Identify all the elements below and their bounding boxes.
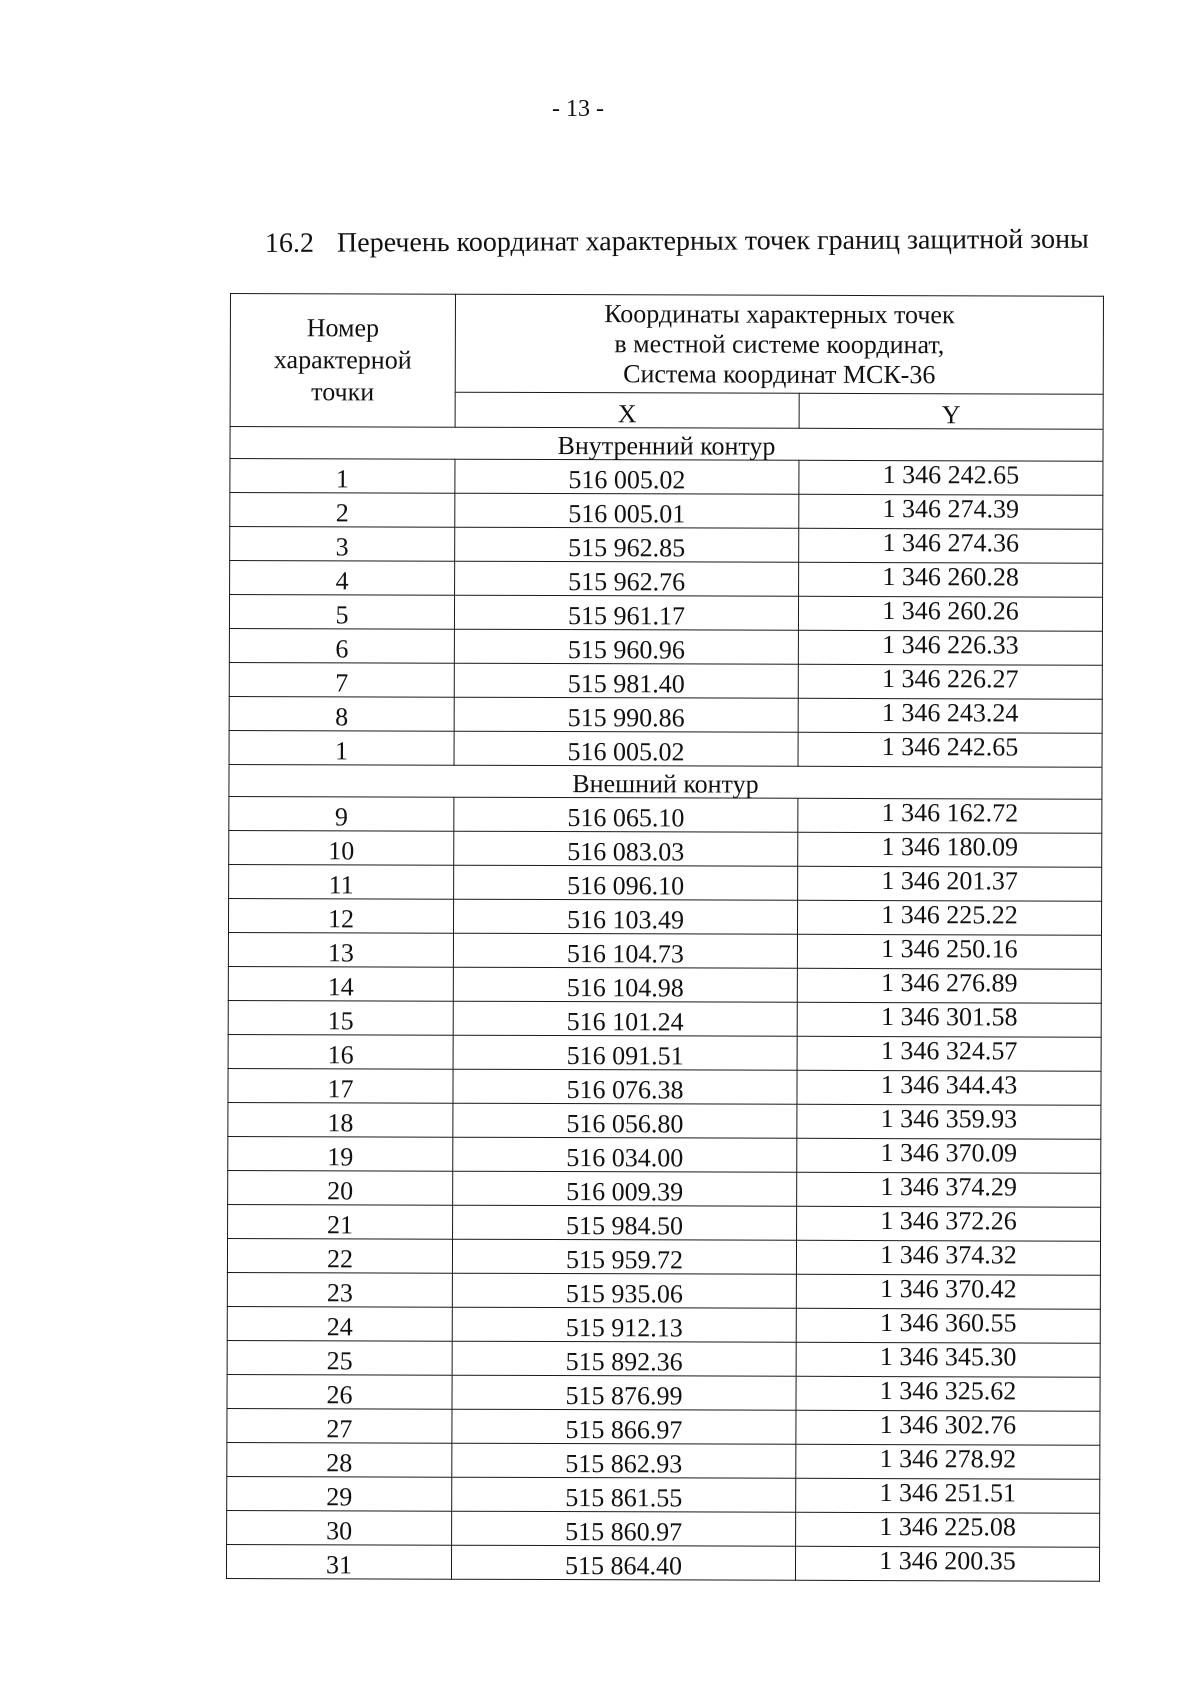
point-number-cell: 4 [230,561,455,596]
table-row [227,1442,1100,1479]
table-row [227,1340,1100,1377]
x-coordinate-cell: 515 862.93 [452,1443,796,1478]
table-row [229,595,1102,632]
x-coordinate-cell: 516 009.39 [453,1171,797,1206]
section-number: 16.2 [264,227,315,259]
point-number-cell: 13 [228,932,453,967]
point-number-cell: 2 [230,493,455,528]
x-coordinate-cell: 515 962.76 [455,561,799,596]
y-coordinate-cell: 1 346 370.42 [796,1274,1100,1309]
header-coordinates-line1: Координаты характерных точек [604,298,955,330]
point-number-cell: 1 [229,730,454,765]
table-row [230,527,1103,564]
table-row [228,1170,1101,1207]
table-row [227,1306,1100,1343]
header-point-number-line1: Номер [306,313,380,343]
header-point-number-line3: точки [311,377,375,407]
table-body [226,427,1103,1582]
header-point-number-line2: характерной [273,345,412,375]
x-coordinate-cell: 516 034.00 [453,1137,797,1172]
x-coordinate-cell: 516 076.38 [453,1069,797,1104]
x-coordinate-cell: 516 096.10 [454,865,798,900]
y-coordinate-cell: 1 346 324.57 [797,1036,1101,1071]
point-number-cell: 22 [227,1238,452,1273]
table-row [229,696,1102,733]
y-coordinate-cell: 1 346 226.33 [798,630,1102,665]
x-coordinate-cell: 515 935.06 [452,1273,796,1308]
x-coordinate-cell: 515 861.55 [452,1477,796,1512]
x-coordinate-cell: 516 083.03 [454,831,798,866]
point-number-cell: 14 [228,966,453,1001]
y-coordinate-cell: 1 346 226.27 [798,664,1102,699]
point-number-cell: 12 [228,898,453,933]
y-coordinate-cell: 1 346 201.37 [798,866,1102,901]
point-number-cell: 29 [227,1476,452,1511]
y-coordinate-cell: 1 346 260.28 [799,562,1103,597]
y-coordinate-cell: 1 346 162.72 [798,798,1102,833]
y-coordinate-cell: 1 346 200.35 [795,1546,1099,1581]
y-coordinate-cell: 1 346 372.26 [797,1206,1101,1241]
point-number-cell: 7 [229,662,454,697]
y-coordinate-cell: 1 346 325.62 [796,1376,1100,1411]
point-number-cell: 9 [229,796,454,831]
header-coordinates-line2: в местной системе координат, [614,328,945,359]
x-coordinate-cell: 515 960.96 [454,629,798,664]
table-row [228,1000,1101,1037]
x-coordinate-cell: 516 103.49 [453,899,797,934]
point-number-cell: 21 [228,1204,453,1239]
point-number-cell: 3 [230,527,455,562]
y-coordinate-cell: 1 346 242.65 [798,732,1102,767]
x-coordinate-cell: 515 860.97 [452,1511,796,1546]
y-coordinate-cell: 1 346 360.55 [796,1308,1100,1343]
y-coordinate-cell: 1 346 359.93 [797,1104,1101,1139]
x-coordinate-cell: 516 091.51 [453,1035,797,1070]
point-number-cell: 10 [229,830,454,865]
point-number-cell: 11 [229,864,454,899]
y-coordinate-cell: 1 346 344.43 [797,1070,1101,1105]
table-row [228,932,1101,969]
y-coordinate-cell: 1 346 374.29 [797,1172,1101,1207]
table-row [229,730,1102,767]
coordinates-table [226,293,1104,1582]
table-row [228,966,1101,1003]
point-number-cell: 15 [228,1000,453,1035]
y-coordinate-cell: 1 346 274.39 [799,494,1103,529]
point-number-cell: 30 [227,1510,452,1545]
header-point-number [230,294,455,428]
y-coordinate-cell: 1 346 260.26 [798,596,1102,631]
section-heading [265,224,1089,260]
x-coordinate-cell: 515 961.17 [454,595,798,630]
header-x: X [455,393,799,429]
x-coordinate-cell: 516 104.98 [453,967,797,1002]
table-row [230,459,1103,496]
point-number-cell: 6 [229,628,454,663]
x-coordinate-cell: 515 876.99 [452,1375,796,1410]
x-coordinate-cell: 515 962.85 [455,527,799,562]
y-coordinate-cell: 1 346 225.08 [796,1512,1100,1547]
point-number-cell: 23 [227,1272,452,1307]
x-coordinate-cell: 515 866.97 [452,1409,796,1444]
point-number-cell: 25 [227,1340,452,1375]
point-number-cell: 19 [228,1136,453,1171]
table-row [228,1034,1101,1071]
section-title: Перечень координат характерных точек границ защитной зоны [336,223,1089,259]
point-number-cell: 27 [227,1408,452,1443]
table-row [228,898,1101,935]
y-coordinate-cell: 1 346 301.58 [797,1002,1101,1037]
point-number-cell: 5 [229,595,454,630]
point-number-cell: 26 [227,1374,452,1409]
table-row [229,830,1102,867]
x-coordinate-cell: 516 005.02 [455,459,799,494]
y-coordinate-cell: 1 346 374.32 [796,1240,1100,1275]
x-coordinate-cell: 516 056.80 [453,1103,797,1138]
x-coordinate-cell: 515 984.50 [453,1205,797,1240]
x-coordinate-cell: 516 104.73 [453,933,797,968]
table-row [226,1544,1099,1581]
point-number-cell: 16 [228,1034,453,1069]
point-number-cell: 31 [226,1544,451,1579]
table-row [227,1238,1100,1275]
x-coordinate-cell: 516 065.10 [454,797,798,832]
x-coordinate-cell: 515 864.40 [451,1545,795,1580]
y-coordinate-cell: 1 346 302.76 [796,1410,1100,1445]
table-row [228,1204,1101,1241]
section-row [229,764,1102,799]
table-row [227,1272,1100,1309]
table-row [228,1136,1101,1173]
header-coordinates [455,294,1103,395]
point-number-cell: 1 [230,459,455,494]
y-coordinate-cell: 1 346 250.16 [797,934,1101,969]
y-coordinate-cell: 1 346 243.24 [798,698,1102,733]
section-row [230,427,1103,462]
y-coordinate-cell: 1 346 225.22 [797,900,1101,935]
y-coordinate-cell: 1 346 345.30 [796,1342,1100,1377]
x-coordinate-cell: 516 005.02 [454,731,798,766]
table-row [228,1068,1101,1105]
x-coordinate-cell: 515 981.40 [454,663,798,698]
table-row [227,1510,1100,1547]
x-coordinate-cell: 516 101.24 [453,1001,797,1036]
y-coordinate-cell: 1 346 180.09 [798,832,1102,867]
x-coordinate-cell: 516 005.01 [455,493,799,528]
point-number-cell: 8 [229,696,454,731]
point-number-cell: 24 [227,1306,452,1341]
page-number: - 13 - [552,96,604,122]
y-coordinate-cell: 1 346 278.92 [796,1444,1100,1479]
table-row [227,1374,1100,1411]
table-row [229,796,1102,833]
table-row [230,561,1103,598]
coordinates-table-wrapper [226,293,1103,1582]
table-row [229,628,1102,665]
y-coordinate-cell: 1 346 274.36 [799,528,1103,563]
table-row [230,493,1103,530]
x-coordinate-cell: 515 912.13 [452,1307,796,1342]
section-title-cell: Внутренний контур [230,427,1103,462]
table-row [229,662,1102,699]
point-number-cell: 20 [228,1170,453,1205]
point-number-cell: 18 [228,1102,453,1137]
table-row [228,1102,1101,1139]
x-coordinate-cell: 515 990.86 [454,697,798,732]
header-coordinates-line3: Система координат МСК-36 [623,358,936,389]
y-coordinate-cell: 1 346 276.89 [797,968,1101,1003]
point-number-cell: 28 [227,1442,452,1477]
table-row [227,1476,1100,1513]
x-coordinate-cell: 515 959.72 [452,1239,796,1274]
y-coordinate-cell: 1 346 370.09 [797,1138,1101,1173]
y-coordinate-cell: 1 346 242.65 [799,460,1103,495]
y-coordinate-cell: 1 346 251.51 [796,1478,1100,1513]
table-row [227,1408,1100,1445]
table-header [230,294,1103,430]
section-title-cell: Внешний контур [229,764,1102,799]
point-number-cell: 17 [228,1068,453,1103]
x-coordinate-cell: 515 892.36 [452,1341,796,1376]
header-y: Y [799,394,1103,429]
table-row [229,864,1102,901]
